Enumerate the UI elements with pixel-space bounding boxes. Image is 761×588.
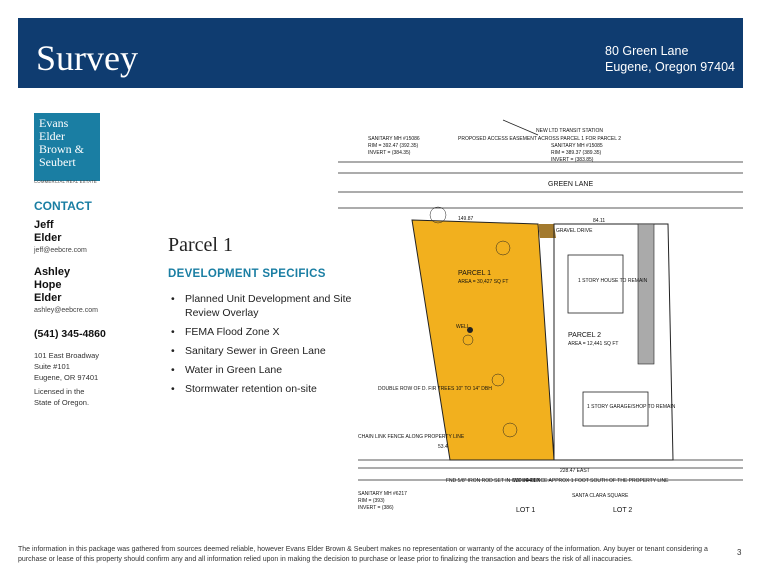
logo-line: Seubert xyxy=(39,155,76,169)
spec-item: • Planned Unit Development and Site Review Overlay xyxy=(168,292,358,320)
address-line-2: Eugene, Oregon 97404 xyxy=(605,60,735,74)
address-line-1: 80 Green Lane xyxy=(605,44,689,58)
well-label: WELL xyxy=(456,324,470,330)
agent-name-line: Elder xyxy=(34,232,62,244)
dimension-label: 53.4 xyxy=(438,444,448,450)
survey-map xyxy=(338,100,743,538)
hatched-strip xyxy=(638,224,654,364)
lot-label: LOT 2 xyxy=(613,507,633,514)
access-label: PROPOSED ACCESS EASEMENT ACROSS PARCEL 1 FOR PARCEL 2 xyxy=(458,136,622,142)
specs-heading: DEVELOPMENT SPECIFICS xyxy=(168,268,326,280)
house-outline xyxy=(568,255,623,313)
manhole-invert: INVERT = (383.85) xyxy=(551,157,594,163)
specs-list xyxy=(168,292,358,401)
parcel-title: Parcel 1 xyxy=(168,234,233,256)
manhole-rim: RIM = 389.37 (389.35) xyxy=(551,150,602,156)
license-line: State of Oregon. xyxy=(34,398,90,407)
parcel-1-label: PARCEL 1 xyxy=(458,270,492,277)
agent-name-line: Jeff xyxy=(34,219,54,231)
company-logo xyxy=(34,113,100,181)
disclaimer: The information in this package was gathered from sources deemed reliable, however Evans Elder Brown & Seubert makes no representation or warranty of the accuracy of the information. Any buyer or tenant considering a purchase or lease of this property should confirm any and all information relied upon in making the decision to purchase or lease prior to finalizing the transaction and bears the risk of all inaccuracies. xyxy=(18,546,708,563)
transit-label: NEW LTD TRANSIT STATION xyxy=(536,128,604,134)
agent-name xyxy=(34,219,62,245)
manhole-invert: INVERT = (386) xyxy=(358,505,394,511)
santa-clara-label: SANTA CLARA SQUARE xyxy=(572,493,629,499)
dimension-label: 228.47 EAST xyxy=(560,468,590,474)
spec-item: • Water in Green Lane xyxy=(168,363,358,377)
garage-label: 1 STORY GARAGE/SHOP TO REMAIN xyxy=(587,404,676,410)
fir-trees-label: DOUBLE ROW OF D. FIR TREES 10" TO 14" DBH xyxy=(378,386,492,392)
agent-name xyxy=(34,266,70,305)
manhole-rim: RIM = (393) xyxy=(358,498,385,504)
license-line: Licensed in the xyxy=(34,387,85,396)
contact-heading: CONTACT xyxy=(34,199,92,213)
iron-rod-label: FND 5/8" IRON ROD SET IN CSF #44887 xyxy=(446,478,540,484)
property-address xyxy=(605,43,735,75)
phone-number[interactable]: (541) 345-4860 xyxy=(34,328,106,340)
agent-email[interactable]: ashley@eebcre.com xyxy=(34,307,98,314)
manhole-label: SANITARY MH #6217 xyxy=(358,491,407,497)
lot-label: LOT 1 xyxy=(516,507,536,514)
parcel-1-area xyxy=(412,220,554,460)
dimension-label: 149.87 xyxy=(458,216,474,222)
address-line: Eugene, OR 97401 xyxy=(34,373,99,382)
page-number: 3 xyxy=(737,548,742,557)
parcel-2-label: PARCEL 2 xyxy=(568,332,602,339)
manhole-invert: INVERT = (384.35) xyxy=(368,150,411,156)
street-name: GREEN LANE xyxy=(548,181,594,188)
agent-name-line: Ashley xyxy=(34,266,71,278)
address-line: 101 East Broadway xyxy=(34,351,100,360)
gravel-drive-label: GRAVEL DRIVE xyxy=(556,228,593,234)
house-label: 1 STORY HOUSE TO REMAIN xyxy=(578,278,648,284)
agent-name-line: Elder xyxy=(34,292,62,304)
logo-subtitle: COMMERCIAL REAL ESTATE xyxy=(34,179,97,184)
manhole-rim: RIM = 392.47 (392.35) xyxy=(368,143,419,149)
dimension-label: 84.11 xyxy=(593,218,606,224)
spec-item: • Sanitary Sewer in Green Lane xyxy=(168,344,358,358)
license-note xyxy=(34,386,89,408)
logo-line: Elder xyxy=(39,129,65,143)
office-address xyxy=(34,350,99,383)
header-banner xyxy=(18,18,743,88)
page-title: Survey xyxy=(36,38,138,78)
address-line: Suite #101 xyxy=(34,362,70,371)
parcel-1-area-label: AREA = 30,427 SQ FT xyxy=(458,279,509,285)
wood-fence-label: WOOD FENCE APPROX 1 FOOT SOUTH OF THE PROPERTY LINE xyxy=(513,478,669,484)
manhole-label: SANITARY MH #15085 xyxy=(551,143,603,149)
agent-email[interactable]: jeff@eebcre.com xyxy=(34,247,87,254)
spec-item: • FEMA Flood Zone X xyxy=(168,325,358,339)
logo-line: Evans xyxy=(39,116,69,130)
logo-line: Brown & xyxy=(39,142,84,156)
spec-item: • Stormwater retention on-site xyxy=(168,382,358,396)
agent-name-line: Hope xyxy=(34,279,62,291)
manhole-label: SANITARY MH #15086 xyxy=(368,136,420,142)
access-easement xyxy=(538,224,556,238)
parcel-2-area-label: AREA = 12,441 SQ FT xyxy=(568,341,619,347)
fence-label: CHAIN LINK FENCE ALONG PROPERTY LINE xyxy=(358,434,465,440)
